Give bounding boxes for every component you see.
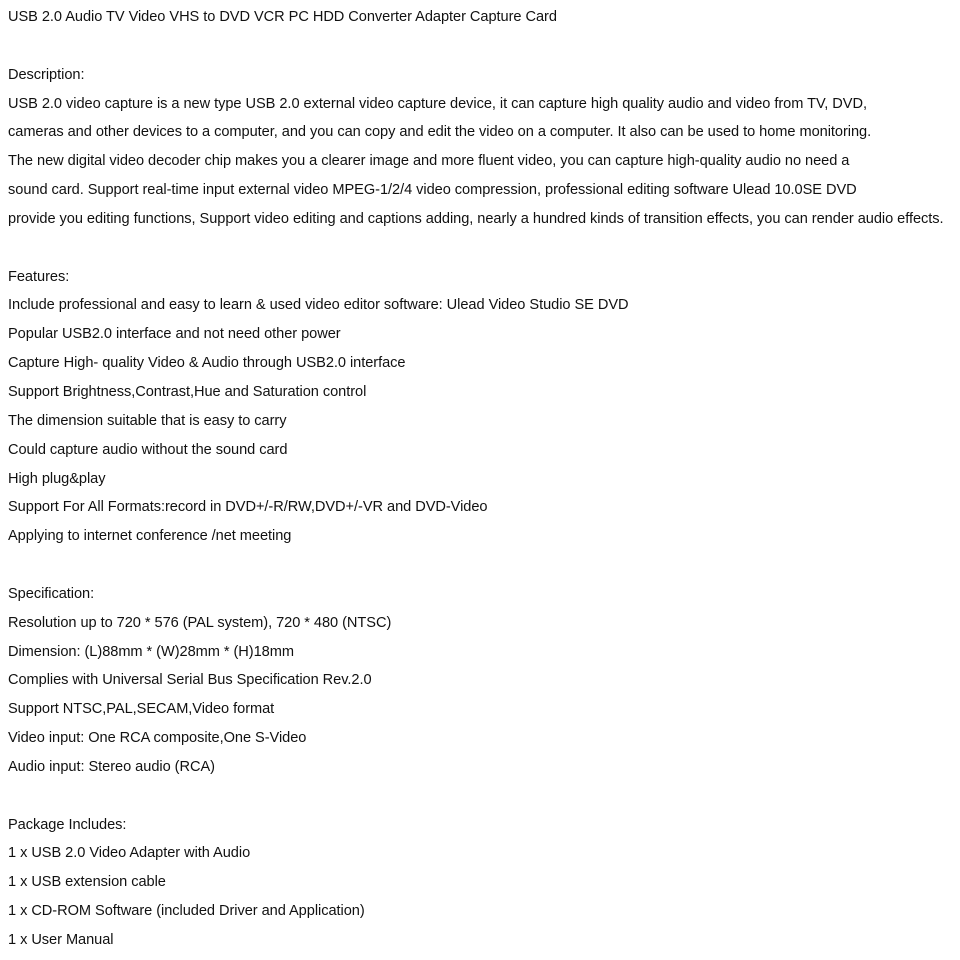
spacer xyxy=(8,551,956,580)
description-line: cameras and other devices to a computer, and you can copy and edit the video on a computer. It also can be used to home monitoring. xyxy=(8,124,872,141)
feature-item: Support For All Formats:record in DVD+/-R/RW,DVD+/-VR and DVD-Video xyxy=(8,499,488,516)
features-section xyxy=(8,263,956,551)
feature-item: High plug&play xyxy=(8,470,106,487)
spacer xyxy=(8,32,956,61)
package-item: 1 x User Manual xyxy=(8,932,114,948)
spacer xyxy=(8,234,956,263)
feature-item: Applying to internet conference /net meeting xyxy=(8,528,292,545)
specification-item: Support NTSC,PAL,SECAM,Video format xyxy=(8,701,275,718)
description-section xyxy=(8,61,956,234)
features-heading: Features: xyxy=(8,268,70,285)
feature-item: Capture High- quality Video & Audio through USB2.0 interface xyxy=(8,355,406,372)
package-heading: Package Includes: xyxy=(8,816,127,833)
description-heading: Description: xyxy=(8,66,85,83)
description-line: provide you editing functions, Support video editing and captions adding, nearly a hundred kinds of transition effects, you can render audio effects. xyxy=(8,210,944,227)
specification-item: Audio input: Stereo audio (RCA) xyxy=(8,758,215,775)
feature-item: Could capture audio without the sound card xyxy=(8,441,288,458)
package-item: 1 x USB extension cable xyxy=(8,874,166,891)
description-line: USB 2.0 video capture is a new type USB 2.0 external video capture device, it can capture high quality audio and video from TV, DVD, xyxy=(8,95,867,112)
specification-item: Video input: One RCA composite,One S-Video xyxy=(8,730,307,747)
product-title: USB 2.0 Audio TV Video VHS to DVD VCR PC HDD Converter Adapter Capture Card xyxy=(8,9,557,25)
package-item: 1 x USB 2.0 Video Adapter with Audio xyxy=(8,845,251,862)
description-line: The new digital video decoder chip makes you a clearer image and more fluent video, you can capture high-quality audio no need a xyxy=(8,153,850,170)
feature-item: Include professional and easy to learn & used video editor software: Ulead Video Studio SE DVD xyxy=(8,297,629,314)
spacer xyxy=(8,782,956,811)
package-item: 1 x CD-ROM Software (included Driver and Application) xyxy=(8,903,365,920)
product-description-document xyxy=(8,3,956,955)
feature-item: Popular USB2.0 interface and not need other power xyxy=(8,326,341,343)
feature-item: The dimension suitable that is easy to carry xyxy=(8,412,287,429)
package-section xyxy=(8,811,956,955)
feature-item: Support Brightness,Contrast,Hue and Saturation control xyxy=(8,383,367,400)
specification-section xyxy=(8,580,956,782)
specification-heading: Specification: xyxy=(8,585,95,602)
specification-item: Complies with Universal Serial Bus Specification Rev.2.0 xyxy=(8,672,372,689)
specification-item: Dimension: (L)88mm * (W)28mm * (H)18mm xyxy=(8,643,294,660)
specification-item: Resolution up to 720 * 576 (PAL system), 720 * 480 (NTSC) xyxy=(8,614,392,631)
description-line: sound card. Support real-time input external video MPEG-1/2/4 video compression, professional editing software Ulead 10.0SE DVD xyxy=(8,182,857,199)
